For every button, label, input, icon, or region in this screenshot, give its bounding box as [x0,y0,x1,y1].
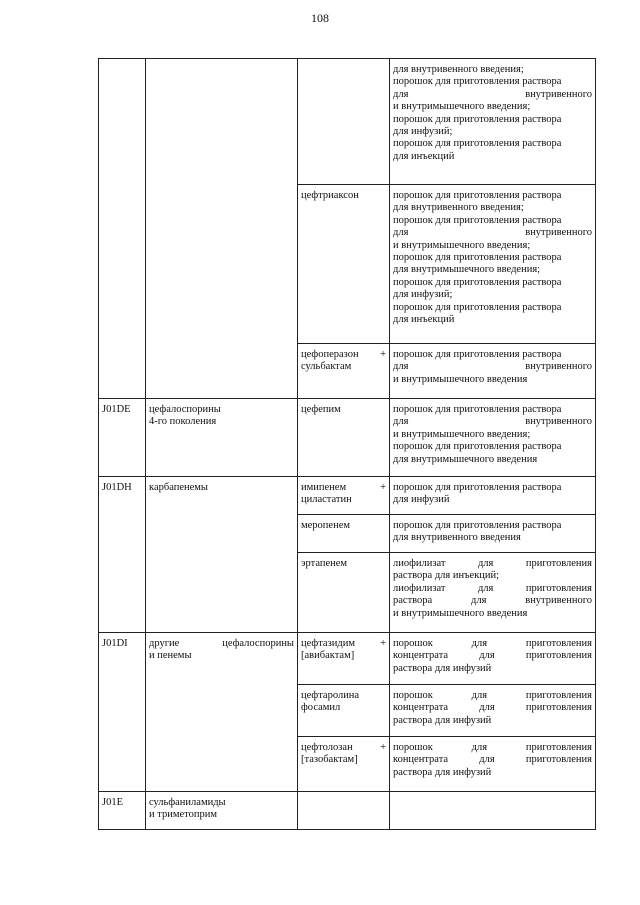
form-line: для внутривенного [393,416,592,428]
plus-sign: + [380,349,386,360]
form-line: порошок для приготовления раствора [393,520,562,531]
form-line: раствора для инфузий [393,714,492,726]
form-line: для инфузий; [393,126,453,138]
group-name: сульфаниламиды [149,797,226,808]
drug-cell [298,515,390,553]
drug-cell [298,633,390,685]
drug-name: имипенем [301,482,347,493]
form-line: для инфузий [393,494,450,506]
form-line: и внутримышечного введения; [393,101,531,113]
group-cell [146,633,298,792]
form-line: концентрата для приготовления [393,650,592,662]
drug-cell [298,477,390,515]
group-name: и пенемы [149,650,192,662]
form-line: для инфузий; [393,289,453,301]
drug-name: цефтазидим [301,638,355,649]
form-line: для внутривенного [393,88,592,100]
form-line: раствора для инфузий [393,662,492,674]
form-line: для внутривенного [393,227,592,239]
form-line: порошок для приготовления [393,742,592,753]
drug-name: меропенем [301,520,351,531]
group-cell [146,399,298,477]
drug-name: [тазобактам] [301,754,358,766]
table-row [99,633,596,685]
form-line: порошок для приготовления [393,638,592,649]
form-line: для внутривенного введения; [393,64,524,75]
code-cell [99,59,146,399]
group-name: и триметоприм [149,809,217,821]
form-line: концентрата для приготовления [393,754,592,766]
form-line: лиофилизат для приготовления [393,582,592,594]
group-cell [146,792,298,830]
form-line: для внутримышечного введения; [393,264,541,276]
group-cell [146,59,298,399]
drug-cell [298,185,390,344]
table-row [99,792,596,830]
form-line: лиофилизат для приготовления [393,558,592,569]
atc-code: J01DE [102,404,131,415]
form-line: порошок для приготовления раствора [393,404,562,415]
drug-cell [298,792,390,830]
drug-name: цефепим [301,404,341,415]
drug-name: сульбактам [301,361,352,373]
form-line: и внутримышечного введения [393,607,528,619]
plus-sign: + [380,482,386,493]
drug-table [98,58,596,830]
page-number: 108 [311,11,329,25]
form-line: порошок для приготовления раствора [393,76,562,88]
table-row [99,399,596,477]
plus-sign: + [380,638,386,649]
form-cell [390,685,596,737]
form-line: порошок для приготовления раствора [393,214,562,226]
form-line: и внутримышечного введения [393,373,528,385]
code-cell [99,633,146,792]
form-line: раствора для инъекций; [393,570,500,582]
form-line: и внутримышечного введения; [393,428,531,440]
form-cell [390,515,596,553]
table-row [99,477,596,515]
form-line: порошок для приготовления раствора [393,276,562,288]
drug-cell [298,737,390,792]
table-row [99,59,596,185]
form-line: для инъекций [393,314,455,326]
form-cell [390,344,596,399]
group-name: 4-го поколения [149,416,217,428]
form-line: и внутримышечного введения; [393,239,531,251]
group-name: цефалоспорины [149,404,221,415]
form-cell [390,477,596,515]
form-line: концентрата для приготовления [393,702,592,714]
form-cell [390,737,596,792]
drug-name: [авибактам] [301,650,355,662]
drug-name: цефтолозан [301,742,353,753]
code-cell [99,792,146,830]
form-cell [390,633,596,685]
form-line: для инъекций [393,150,455,162]
form-line: порошок для приготовления раствора [393,113,562,125]
group-name: карбапенемы [149,482,208,493]
form-line: для внутривенного введения; [393,202,524,214]
form-cell [390,553,596,633]
code-cell [99,399,146,477]
form-line: порошок для приготовления раствора [393,301,562,313]
drug-cell [298,59,390,185]
form-line: порошок для приготовления раствора [393,138,562,150]
atc-code: J01DH [102,482,132,493]
drug-name: цефоперазон [301,349,359,360]
form-line: порошок для приготовления раствора [393,252,562,264]
form-line: раствора для инфузий [393,766,492,778]
drug-name: фосамил [301,702,341,714]
form-line: для внутривенного введения [393,532,521,544]
form-line: для внутривенного [393,361,592,373]
drug-cell [298,399,390,477]
drug-name: эртапенем [301,558,348,569]
code-cell [99,477,146,633]
drug-name: цефтриаксон [301,190,359,201]
form-line: порошок для приготовления раствора [393,190,562,201]
form-cell [390,185,596,344]
group-cell [146,477,298,633]
form-line: порошок для приготовления [393,690,592,701]
group-name: другие цефалоспорины [149,638,294,649]
atc-code: J01DI [102,638,128,649]
drug-name: циластатин [301,494,352,506]
form-cell [390,792,596,830]
drug-cell [298,553,390,633]
form-cell [390,59,596,185]
drug-cell [298,344,390,399]
form-line: для внутримышечного введения [393,453,538,465]
drug-cell [298,685,390,737]
plus-sign: + [380,742,386,753]
form-line: порошок для приготовления раствора [393,349,562,360]
form-line: порошок для приготовления раствора [393,482,562,493]
atc-code: J01E [102,797,123,808]
form-line: раствора для внутривенного [393,595,592,607]
form-line: порошок для приготовления раствора [393,441,562,453]
form-cell [390,399,596,477]
drug-name: цефтаролина [301,690,360,701]
